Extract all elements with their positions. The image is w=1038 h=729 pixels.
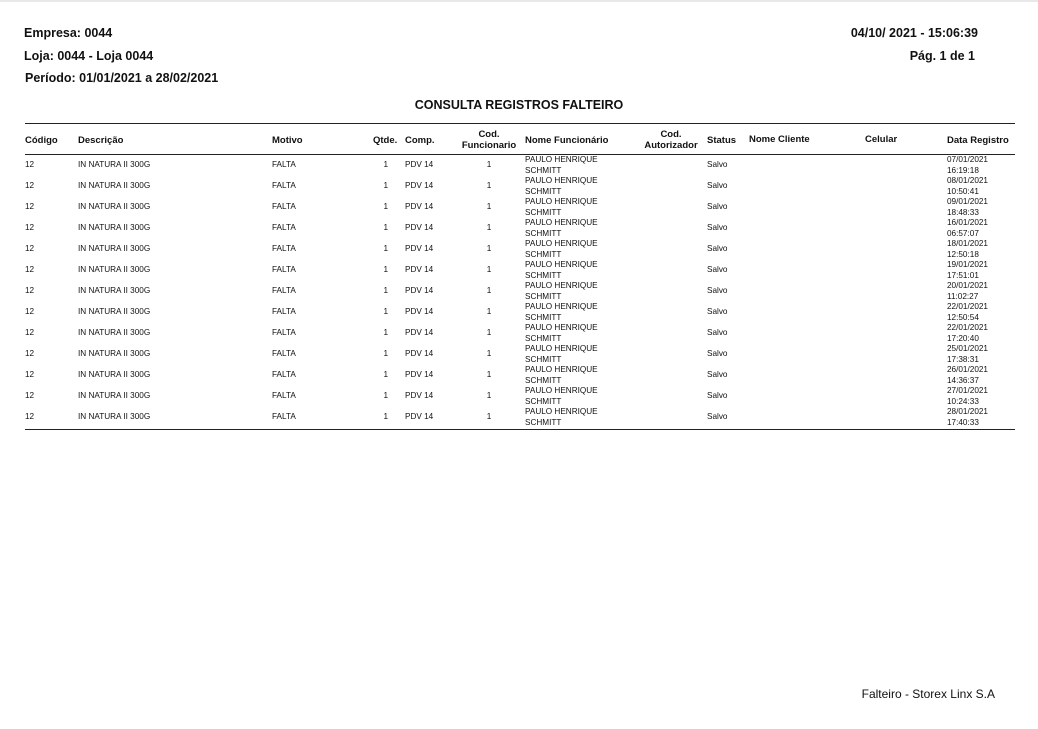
cell-qtde: 1 <box>383 265 388 274</box>
cell-nome-funcionario-2: SCHMITT <box>525 291 562 301</box>
cell-status: Salvo <box>707 349 728 358</box>
col-descricao: Descrição <box>78 135 124 146</box>
cell-descricao: IN NATURA II 300G <box>78 412 151 421</box>
table-row <box>25 407 1015 428</box>
table-bottom-rule <box>25 429 1015 430</box>
cell-data: 22/01/2021 <box>947 323 988 332</box>
cell-nome-funcionario-1: PAULO HENRIQUE <box>525 260 598 269</box>
cell-nome-funcionario-1: PAULO HENRIQUE <box>525 365 598 374</box>
cell-hora: 06:57:07 <box>947 228 979 238</box>
cell-data: 28/01/2021 <box>947 407 988 416</box>
cell-comp: PDV 14 <box>405 412 434 421</box>
cell-nome-funcionario-2: SCHMITT <box>525 333 562 343</box>
table-row <box>25 176 1015 197</box>
table-header <box>25 127 1015 153</box>
col-motivo: Motivo <box>272 135 303 146</box>
table-top-rule <box>25 123 1015 124</box>
cell-data: 16/01/2021 <box>947 218 988 227</box>
cell-nome-funcionario-1: PAULO HENRIQUE <box>525 386 598 395</box>
table-row <box>25 218 1015 239</box>
footer-text: Falteiro - Storex Linx S.A <box>861 687 995 701</box>
cell-data: 27/01/2021 <box>947 386 988 395</box>
cell-motivo: FALTA <box>272 391 296 400</box>
col-nome-funcionario: Nome Funcionário <box>525 135 609 146</box>
cell-descricao: IN NATURA II 300G <box>78 328 151 337</box>
cell-nome-funcionario-1: PAULO HENRIQUE <box>525 344 598 353</box>
cell-nome-funcionario-2: SCHMITT <box>525 312 562 322</box>
cell-descricao: IN NATURA II 300G <box>78 307 151 316</box>
cell-nome-funcionario-2: SCHMITT <box>525 165 562 175</box>
cell-codigo: 12 <box>25 286 35 295</box>
cell-cod-funcionario: 1 <box>486 181 492 190</box>
cell-nome-funcionario-1: PAULO HENRIQUE <box>525 176 598 185</box>
cell-qtde: 1 <box>383 181 388 190</box>
cell-descricao: IN NATURA II 300G <box>78 286 151 295</box>
cell-qtde: 1 <box>383 223 388 232</box>
cell-codigo: 12 <box>25 160 35 169</box>
cell-qtde: 1 <box>383 160 388 169</box>
table-row <box>25 344 1015 365</box>
loja-label: Loja: 0044 - Loja 0044 <box>24 49 154 63</box>
cell-data: 20/01/2021 <box>947 281 988 290</box>
cell-status: Salvo <box>707 412 728 421</box>
cell-qtde: 1 <box>383 328 388 337</box>
cell-data: 18/01/2021 <box>947 239 988 248</box>
cell-status: Salvo <box>707 223 728 232</box>
cell-status: Salvo <box>707 286 728 295</box>
cell-cod-funcionario: 1 <box>486 286 492 295</box>
cell-nome-funcionario-1: PAULO HENRIQUE <box>525 407 598 416</box>
cell-motivo: FALTA <box>272 160 296 169</box>
cell-comp: PDV 14 <box>405 349 434 358</box>
cell-status: Salvo <box>707 181 728 190</box>
cell-codigo: 12 <box>25 202 35 211</box>
cell-motivo: FALTA <box>272 370 296 379</box>
cell-motivo: FALTA <box>272 223 296 232</box>
table-row <box>25 197 1015 218</box>
cell-qtde: 1 <box>383 370 388 379</box>
table-row <box>25 155 1015 176</box>
cell-hora: 11:02:27 <box>947 291 979 301</box>
cell-descricao: IN NATURA II 300G <box>78 244 151 253</box>
cell-codigo: 12 <box>25 307 35 316</box>
cell-qtde: 1 <box>383 244 388 253</box>
cell-data: 09/01/2021 <box>947 197 988 206</box>
cell-nome-funcionario-2: SCHMITT <box>525 396 562 406</box>
table-row <box>25 239 1015 260</box>
col-celular: Celular <box>865 134 898 145</box>
cell-cod-funcionario: 1 <box>486 265 492 274</box>
table-row <box>25 323 1015 344</box>
cell-descricao: IN NATURA II 300G <box>78 391 151 400</box>
cell-nome-funcionario-1: PAULO HENRIQUE <box>525 302 598 311</box>
cell-cod-funcionario: 1 <box>486 370 492 379</box>
cell-data: 07/01/2021 <box>947 155 988 164</box>
cell-status: Salvo <box>707 202 728 211</box>
col-data-registro: Data Registro <box>947 135 1009 146</box>
cell-descricao: IN NATURA II 300G <box>78 160 151 169</box>
cell-cod-funcionario: 1 <box>486 223 492 232</box>
cell-status: Salvo <box>707 370 728 379</box>
table-row <box>25 260 1015 281</box>
cell-codigo: 12 <box>25 391 35 400</box>
col-nome-cliente: Nome Cliente <box>749 134 810 145</box>
cell-cod-funcionario: 1 <box>486 160 492 169</box>
col-cod-autorizador <box>638 129 704 151</box>
cell-codigo: 12 <box>25 412 35 421</box>
cell-nome-funcionario-2: SCHMITT <box>525 417 562 427</box>
cell-descricao: IN NATURA II 300G <box>78 370 151 379</box>
cell-descricao: IN NATURA II 300G <box>78 265 151 274</box>
cell-nome-funcionario-2: SCHMITT <box>525 270 562 280</box>
cell-hora: 17:51:01 <box>947 270 979 280</box>
table-row <box>25 365 1015 386</box>
cell-codigo: 12 <box>25 244 35 253</box>
cell-cod-funcionario: 1 <box>486 391 492 400</box>
cell-nome-funcionario-2: SCHMITT <box>525 207 562 217</box>
cell-nome-funcionario-1: PAULO HENRIQUE <box>525 323 598 332</box>
cell-cod-funcionario: 1 <box>486 328 492 337</box>
cell-descricao: IN NATURA II 300G <box>78 202 151 211</box>
cell-motivo: FALTA <box>272 286 296 295</box>
col-cod-autorizador-line1: Cod. <box>660 129 682 140</box>
cell-qtde: 1 <box>383 349 388 358</box>
cell-motivo: FALTA <box>272 349 296 358</box>
cell-motivo: FALTA <box>272 265 296 274</box>
col-comp: Comp. <box>405 135 435 146</box>
cell-motivo: FALTA <box>272 307 296 316</box>
cell-qtde: 1 <box>383 307 388 316</box>
col-cod-funcionario-line2: Funcionario <box>461 140 517 151</box>
cell-data: 22/01/2021 <box>947 302 988 311</box>
cell-status: Salvo <box>707 244 728 253</box>
cell-motivo: FALTA <box>272 244 296 253</box>
cell-nome-funcionario-1: PAULO HENRIQUE <box>525 155 598 164</box>
cell-nome-funcionario-2: SCHMITT <box>525 375 562 385</box>
cell-data: 19/01/2021 <box>947 260 988 269</box>
cell-qtde: 1 <box>383 391 388 400</box>
cell-cod-funcionario: 1 <box>486 307 492 316</box>
cell-codigo: 12 <box>25 328 35 337</box>
col-cod-funcionario <box>459 129 519 151</box>
cell-hora: 10:50:41 <box>947 186 979 196</box>
report-title: CONSULTA REGISTROS FALTEIRO <box>414 98 624 112</box>
cell-hora: 10:24:33 <box>947 396 979 406</box>
cell-descricao: IN NATURA II 300G <box>78 223 151 232</box>
cell-hora: 17:38:31 <box>947 354 979 364</box>
cell-hora: 16:19:18 <box>947 165 979 175</box>
table-row <box>25 386 1015 407</box>
empresa-label: Empresa: 0044 <box>24 26 113 40</box>
cell-hora: 18:48:33 <box>947 207 979 217</box>
cell-status: Salvo <box>707 307 728 316</box>
cell-codigo: 12 <box>25 181 35 190</box>
cell-comp: PDV 14 <box>405 160 434 169</box>
cell-codigo: 12 <box>25 370 35 379</box>
cell-motivo: FALTA <box>272 328 296 337</box>
cell-status: Salvo <box>707 391 728 400</box>
periodo-label: Período: 01/01/2021 a 28/02/2021 <box>25 71 219 85</box>
cell-comp: PDV 14 <box>405 223 434 232</box>
cell-nome-funcionario-1: PAULO HENRIQUE <box>525 197 598 206</box>
cell-nome-funcionario-1: PAULO HENRIQUE <box>525 239 598 248</box>
cell-comp: PDV 14 <box>405 328 434 337</box>
top-border <box>0 0 1038 2</box>
cell-nome-funcionario-1: PAULO HENRIQUE <box>525 281 598 290</box>
cell-comp: PDV 14 <box>405 181 434 190</box>
col-cod-autorizador-line2: Autorizador <box>644 140 698 151</box>
cell-hora: 17:40:33 <box>947 417 979 427</box>
cell-nome-funcionario-2: SCHMITT <box>525 249 562 259</box>
cell-comp: PDV 14 <box>405 265 434 274</box>
cell-comp: PDV 14 <box>405 244 434 253</box>
cell-data: 26/01/2021 <box>947 365 988 374</box>
cell-hora: 12:50:54 <box>947 312 979 322</box>
cell-cod-funcionario: 1 <box>486 244 492 253</box>
cell-hora: 17:20:40 <box>947 333 979 343</box>
cell-comp: PDV 14 <box>405 286 434 295</box>
table-row <box>25 302 1015 323</box>
cell-nome-funcionario-2: SCHMITT <box>525 228 562 238</box>
cell-nome-funcionario-1: PAULO HENRIQUE <box>525 218 598 227</box>
cell-hora: 14:36:37 <box>947 375 979 385</box>
cell-comp: PDV 14 <box>405 370 434 379</box>
cell-descricao: IN NATURA II 300G <box>78 181 151 190</box>
cell-data: 08/01/2021 <box>947 176 988 185</box>
cell-status: Salvo <box>707 160 728 169</box>
report-datetime: 04/10/ 2021 - 15:06:39 <box>850 26 978 40</box>
cell-cod-funcionario: 1 <box>486 349 492 358</box>
cell-motivo: FALTA <box>272 412 296 421</box>
col-qtde: Qtde. <box>373 135 398 146</box>
table-row <box>25 281 1015 302</box>
cell-qtde: 1 <box>383 286 388 295</box>
cell-codigo: 12 <box>25 223 35 232</box>
cell-comp: PDV 14 <box>405 307 434 316</box>
cell-codigo: 12 <box>25 265 35 274</box>
col-cod-funcionario-line1: Cod. <box>478 129 500 140</box>
cell-descricao: IN NATURA II 300G <box>78 349 151 358</box>
cell-status: Salvo <box>707 328 728 337</box>
cell-qtde: 1 <box>383 412 388 421</box>
cell-motivo: FALTA <box>272 202 296 211</box>
cell-status: Salvo <box>707 265 728 274</box>
cell-data: 25/01/2021 <box>947 344 988 353</box>
page-number: Pág. 1 de 1 <box>909 49 975 63</box>
cell-motivo: FALTA <box>272 181 296 190</box>
cell-cod-funcionario: 1 <box>486 202 492 211</box>
cell-qtde: 1 <box>383 202 388 211</box>
cell-nome-funcionario-2: SCHMITT <box>525 354 562 364</box>
cell-cod-funcionario: 1 <box>486 412 492 421</box>
table-body <box>25 155 1015 428</box>
col-codigo: Código <box>25 135 58 146</box>
cell-comp: PDV 14 <box>405 202 434 211</box>
cell-codigo: 12 <box>25 349 35 358</box>
cell-hora: 12:50:18 <box>947 249 979 259</box>
cell-nome-funcionario-2: SCHMITT <box>525 186 562 196</box>
cell-comp: PDV 14 <box>405 391 434 400</box>
col-status: Status <box>707 135 737 146</box>
